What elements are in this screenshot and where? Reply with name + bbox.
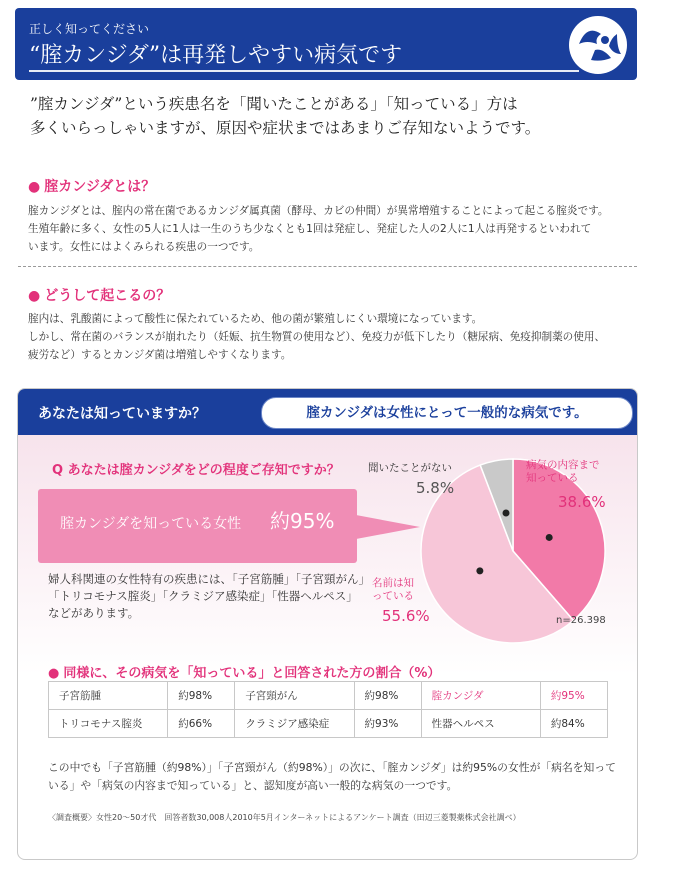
header-title: “腟カンジダ”は再発しやすい病気です xyxy=(29,43,403,68)
pie-label-never-heard: 聞いたことがない xyxy=(368,462,452,474)
pie-value-know-name: 55.6% xyxy=(382,607,430,625)
intro-text xyxy=(30,92,650,140)
highlight-box xyxy=(38,489,357,563)
survey-label: あなたは知っていますか？ xyxy=(38,406,206,422)
table-cell: 子宮頸がん xyxy=(235,682,354,710)
table-cell: 約98% xyxy=(354,682,421,710)
angel-logo-icon xyxy=(567,14,629,76)
table-cell: 約98% xyxy=(168,682,235,710)
survey-description: 婦人科関連の女性特有の疾患には、「子宮筋腫」「子宮頸がん」 「トリコモナス腟炎」「クラミジア感染症」「性器ヘルペス」 などがあります。 xyxy=(48,572,370,620)
pie-leader-dot xyxy=(502,509,509,516)
bullet-icon: ● xyxy=(28,179,41,195)
pie-leader-dot xyxy=(476,567,483,574)
intro-line: ”腟カンジダ”という疾患名を「聞いたことがある」「知っている」方は xyxy=(30,95,518,113)
callout-arrow xyxy=(356,507,420,547)
survey-footnote: 〈調査概要〉女性20～50才代 回答者数30,008人2010年5月インターネットによるアンケート調査（田辺三菱製薬株式会社調べ） xyxy=(48,813,521,822)
pie-label-know-name: 名前は知っている xyxy=(372,577,414,602)
header-subtitle: 正しく知ってください xyxy=(29,22,150,36)
section-heading-why: ● どうして起こるの？ xyxy=(28,288,171,304)
pie-leader-dot xyxy=(546,534,553,541)
dashed-divider xyxy=(18,266,637,267)
table-cell: 約93% xyxy=(354,710,421,738)
survey-header-bar xyxy=(18,389,637,435)
awareness-table xyxy=(48,681,608,738)
header-banner xyxy=(15,8,637,80)
table-cell: 約95% xyxy=(540,682,607,710)
survey-pill: 腟カンジダは女性にとって一般的な病気です。 xyxy=(261,397,633,429)
table-cell: クラミジア感染症 xyxy=(235,710,354,738)
highlight-value: 約95% xyxy=(270,509,335,533)
table-cell: 子宮筋腫 xyxy=(49,682,168,710)
header-underline xyxy=(29,70,579,72)
intro-line: 多くいらっしゃいますが、原因や症状まではあまりご存知ないようです。 xyxy=(30,119,541,137)
pie-label-know-content: 病気の内容まで知っている xyxy=(526,459,600,484)
table-cell: トリコモナス腟炎 xyxy=(49,710,168,738)
table-cell: 性器ヘルペス xyxy=(421,710,540,738)
table-cell: 約84% xyxy=(540,710,607,738)
table-row xyxy=(49,682,608,710)
bullet-icon: ● xyxy=(28,288,41,304)
survey-summary: この中でも「子宮筋腫（約98%）」「子宮頸がん（約98%）」の次に、「腟カンジダ」は約95%の女性が「病名を知って いる」や「病気の内容まで知っている」と、認知度が高い一般的な病気の一つです。 xyxy=(48,761,616,792)
section-body-what: 腟カンジダとは、腟内の常在菌であるカンジダ属真菌（酵母、カビの仲間）が異常増殖することによって起こる腟炎です。 生殖年齢に多く、女性の5人に1人は一生のうち少なくとも1回は発症し、発症した人の2人に1人は再発するといわれて います。女性にはよくみられる疾患の一つです。 xyxy=(28,205,609,253)
survey-panel xyxy=(17,388,638,860)
table-row xyxy=(49,710,608,738)
section-body-why: 腟内は、乳酸菌によって酸性に保たれているため、他の菌が繁殖しにくい環境になっています。 しかし、常在菌のバランスが崩れたり（妊娠、抗生物質の使用など）、免疫力が低下したり（糖尿病、免疫抑制薬の使用、 疲労など）するとカンジダ菌は増殖しやすくなります。 xyxy=(28,313,606,361)
survey-question: Q あなたは腟カンジダをどの程度ご存知ですか？ xyxy=(52,463,340,478)
table-cell: 腟カンジダ xyxy=(421,682,540,710)
highlight-label: 腟カンジダを知っている女性 xyxy=(60,516,242,532)
pie-value-never-heard: 5.8% xyxy=(416,479,455,497)
stats-heading: ● 同様に、その病気を「知っている」と回答された方の割合（%） xyxy=(48,666,441,681)
table-cell: 約66% xyxy=(168,710,235,738)
pie-value-know-content: 38.6% xyxy=(558,493,606,511)
sample-size: n=26.398 xyxy=(556,615,606,626)
section-heading-what: ● 腟カンジダとは？ xyxy=(28,179,156,195)
bullet-icon: ● xyxy=(48,666,60,681)
